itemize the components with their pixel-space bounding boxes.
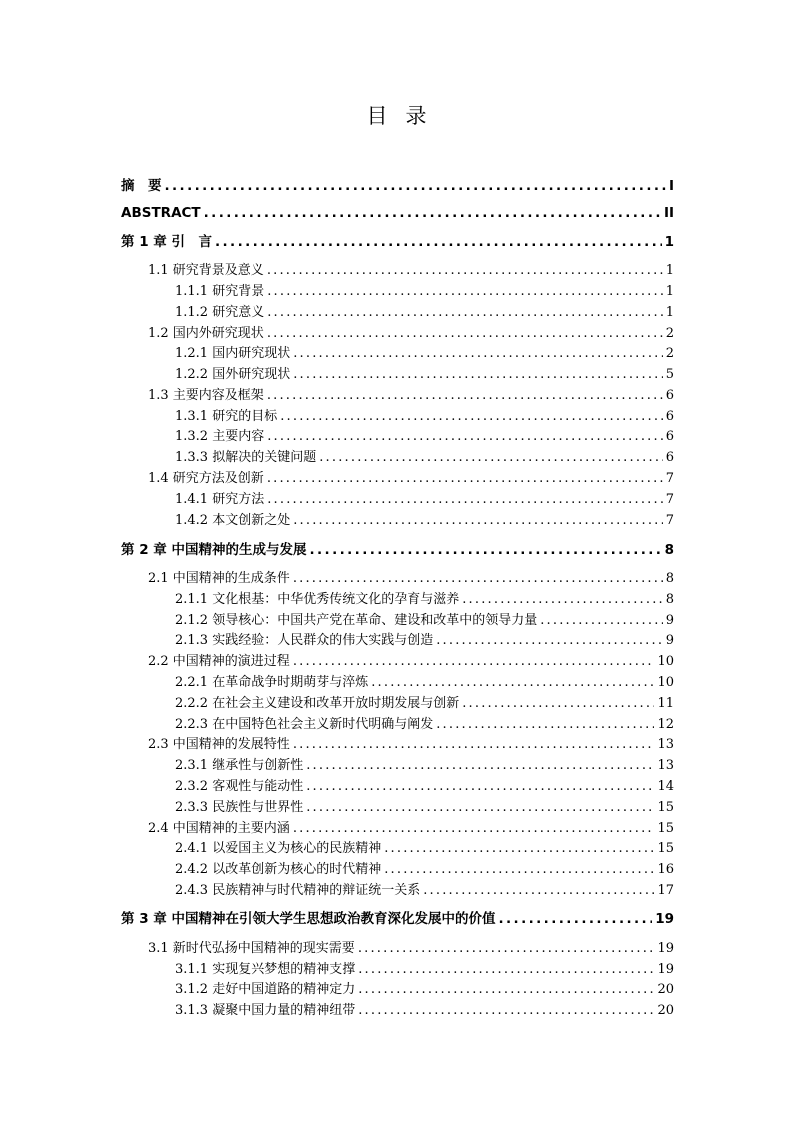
toc-entry-subsection-1-2-2[interactable] (175, 365, 674, 385)
toc-leader-dots (384, 860, 654, 880)
toc-entry-subsection-1-3-3[interactable] (175, 448, 674, 468)
toc-entry-label: 3.1.3 凝聚中国力量的精神纽带 (175, 1003, 356, 1018)
toc-entry-subsection-1-4-2[interactable] (175, 511, 674, 531)
toc-entry-label: 3.1 新时代弘扬中国精神的现实需要 (148, 941, 355, 956)
toc-page-number: 7 (665, 471, 674, 486)
toc-entry-chapter-2[interactable] (121, 540, 674, 560)
toc-entry-label: 1.3.1 研究的目标 (175, 409, 278, 424)
toc-leader-dots (436, 631, 663, 651)
toc-page-number: 13 (657, 737, 674, 752)
toc-page-number: 17 (657, 883, 674, 898)
toc-leader-dots (358, 939, 655, 959)
toc-page-number: 8 (664, 542, 674, 558)
toc-leader-dots (165, 176, 666, 196)
toc-leader-dots (423, 881, 654, 901)
toc-entry-label: 2.2.3 在中国特色社会主义新时代明确与阐发 (175, 717, 434, 732)
toc-entry-label: 2.4.3 民族精神与时代精神的辩证统一关系 (175, 883, 421, 898)
toc-page-number: 8 (665, 592, 674, 607)
toc-entry-label: 3.1.1 实现复兴梦想的精神支撑 (175, 962, 356, 977)
toc-page-number: 6 (665, 429, 674, 444)
toc-page-number: 14 (657, 779, 674, 794)
toc-page-number: 6 (665, 450, 674, 465)
toc-entry-subsection-2-1-3[interactable] (175, 631, 674, 651)
toc-page-number: 15 (657, 800, 674, 815)
toc-entry-subsection-2-3-2[interactable] (175, 777, 674, 797)
toc-page-number: 7 (665, 513, 674, 528)
toc-leader-dots (384, 839, 654, 859)
toc-entry-subsection-2-1-1[interactable] (175, 590, 674, 610)
toc-page-number: II (663, 205, 674, 221)
toc-leader-dots (358, 980, 654, 1000)
toc-entry-subsection-2-1-2[interactable] (175, 611, 674, 631)
toc-entry-subsection-2-2-2[interactable] (175, 694, 674, 714)
toc-leader-dots (499, 909, 653, 929)
toc-leader-dots (267, 282, 663, 302)
toc-leader-dots (540, 611, 663, 631)
toc-entry-section-1-3[interactable] (148, 386, 674, 406)
page-title-char-2: 录 (405, 104, 427, 128)
toc-entry-label: 1.4 研究方法及创新 (148, 471, 264, 486)
toc-page-number: 15 (657, 821, 674, 836)
toc-entry-subsection-3-1-2[interactable] (175, 980, 674, 1000)
toc-entry-label: 2.3.3 民族性与世界性 (175, 800, 304, 815)
toc-entry-subsection-2-2-1[interactable] (175, 673, 674, 693)
toc-page-number: 9 (665, 613, 674, 628)
toc-entry-label: 1.4.2 本文创新之处 (175, 513, 291, 528)
toc-page-number: 19 (657, 962, 674, 977)
toc-entry-label: 1.1 研究背景及意义 (148, 263, 264, 278)
toc-leader-dots (267, 324, 663, 344)
toc-page-number: I (668, 178, 674, 194)
toc-entry-label: 1.1.2 研究意义 (175, 305, 265, 320)
toc-page-number: 10 (657, 675, 674, 690)
toc-page-number: 1 (665, 305, 674, 320)
toc-entry-subsection-3-1-1[interactable] (175, 960, 674, 980)
toc-entry-label: ABSTRACT (121, 205, 201, 221)
toc-leader-dots (267, 261, 663, 281)
toc-entry-section-1-2[interactable] (148, 324, 674, 344)
toc-entry-label: 2.3 中国精神的发展特性 (148, 737, 290, 752)
toc-leader-dots (462, 694, 654, 714)
toc-leader-dots (267, 469, 663, 489)
toc-entry-chapter-1[interactable] (121, 232, 674, 252)
toc-entry-label: 2.2.2 在社会主义建设和改革开放时期发展与创新 (175, 696, 460, 711)
toc-leader-dots (306, 777, 654, 797)
toc-entry-label: 2.3.1 继承性与创新性 (175, 758, 304, 773)
page-title (0, 100, 793, 130)
toc-entry-label: 1.3.3 拟解决的关键问题 (175, 450, 317, 465)
page-title-char-1: 目 (366, 104, 388, 128)
toc-entry-label: 1.3 主要内容及框架 (148, 388, 264, 403)
toc-page-number: 16 (657, 862, 674, 877)
toc-page-number: 1 (665, 284, 674, 299)
toc-leader-dots (280, 407, 663, 427)
toc-page-number: 19 (655, 911, 674, 927)
toc-entry-label: 2.4.2 以改革创新为核心的时代精神 (175, 862, 382, 877)
toc-leader-dots (358, 960, 654, 980)
toc-page-number: 19 (657, 941, 674, 956)
toc-entry-label: 1.3.2 主要内容 (175, 429, 265, 444)
toc-entry-section-2-2[interactable] (148, 652, 674, 672)
toc-entry-subsection-1-1-2[interactable] (175, 303, 674, 323)
toc-entry-label: 1.4.1 研究方法 (175, 492, 265, 507)
toc-page-number: 11 (657, 696, 674, 711)
toc-entry-section-3-1[interactable] (148, 939, 674, 959)
toc-entry-abstract-cn[interactable] (121, 176, 674, 196)
toc-entry-section-2-1[interactable] (148, 569, 674, 589)
toc-entry-subsection-3-1-3[interactable] (175, 1001, 674, 1021)
toc-page-number: 9 (665, 633, 674, 648)
toc-entry-subsection-1-2-1[interactable] (175, 344, 674, 364)
toc-page-number: 20 (657, 1003, 674, 1018)
toc-leader-dots (204, 203, 661, 223)
toc-entry-label: 第 3 章 中国精神在引领大学生思想政治教育深化发展中的价值 (121, 911, 496, 927)
toc-entry-subsection-1-1-1[interactable] (175, 282, 674, 302)
toc-entry-label: 2.2 中国精神的演进过程 (148, 654, 290, 669)
toc-entry-section-2-3[interactable] (148, 735, 674, 755)
toc-leader-dots (293, 365, 663, 385)
toc-page-number: 8 (665, 571, 674, 586)
toc-leader-dots (293, 344, 663, 364)
toc-entry-label: 2.1.1 文化根基：中华优秀传统文化的孕育与滋养 (175, 592, 460, 607)
toc-entry-section-2-4[interactable] (148, 819, 674, 839)
toc-page-number: 2 (665, 346, 674, 361)
toc-entry-label: 1.2 国内外研究现状 (148, 326, 264, 341)
toc-entry-section-1-4[interactable] (148, 469, 674, 489)
toc-entry-label: 2.4 中国精神的主要内涵 (148, 821, 290, 836)
toc-leader-dots (436, 715, 654, 735)
toc-entry-label: 2.1.2 领导核心：中国共产党在革命、建设和改革中的领导力量 (175, 613, 538, 628)
toc-leader-dots (358, 1001, 654, 1021)
toc-entry-label: 1.1.1 研究背景 (175, 284, 265, 299)
toc-entry-label: 2.3.2 客观性与能动性 (175, 779, 304, 794)
toc-page-number: 6 (665, 388, 674, 403)
toc-leader-dots (310, 540, 662, 560)
toc-leader-dots (293, 511, 663, 531)
toc-entry-subsection-2-4-2[interactable] (175, 860, 674, 880)
toc-entry-subsection-2-3-3[interactable] (175, 798, 674, 818)
toc-leader-dots (371, 673, 654, 693)
toc-entry-label: 3.1.2 走好中国道路的精神定力 (175, 982, 356, 997)
toc-entry-subsection-2-3-1[interactable] (175, 756, 674, 776)
toc-entry-subsection-2-4-3[interactable] (175, 881, 674, 901)
toc-entry-subsection-2-2-3[interactable] (175, 715, 674, 735)
toc-page-number: 1 (664, 234, 674, 250)
toc-entry-label: 摘 要 (121, 178, 162, 194)
toc-leader-dots (306, 798, 654, 818)
toc-entry-subsection-1-3-2[interactable] (175, 427, 674, 447)
toc-page-number: 20 (657, 982, 674, 997)
toc-entry-chapter-3[interactable] (121, 909, 674, 929)
toc-leader-dots (293, 735, 655, 755)
toc-entry-section-1-1[interactable] (148, 261, 674, 281)
toc-entry-abstract-en[interactable] (121, 203, 674, 223)
toc-leader-dots (267, 427, 663, 447)
toc-page-number: 1 (665, 263, 674, 278)
toc-page-number: 13 (657, 758, 674, 773)
toc-leader-dots (215, 232, 662, 252)
toc-entry-label: 2.1 中国精神的生成条件 (148, 571, 290, 586)
toc-leader-dots (267, 303, 663, 323)
toc-entry-label: 2.2.1 在革命战争时期萌芽与淬炼 (175, 675, 369, 690)
toc-page-number: 2 (665, 326, 674, 341)
toc-entry-subsection-1-4-1[interactable] (175, 490, 674, 510)
toc-page-number: 6 (665, 409, 674, 424)
toc-entry-label: 第 1 章 引 言 (121, 234, 212, 250)
toc-page-number: 15 (657, 841, 674, 856)
toc-page-number: 10 (657, 654, 674, 669)
toc-leader-dots (319, 448, 663, 468)
toc-leader-dots (293, 819, 655, 839)
toc-page-number: 12 (657, 717, 674, 732)
toc-leader-dots (293, 569, 663, 589)
toc-entry-label: 1.2.2 国外研究现状 (175, 367, 291, 382)
toc-leader-dots (267, 490, 663, 510)
toc-leader-dots (306, 756, 654, 776)
toc-page-number: 5 (665, 367, 674, 382)
toc-leader-dots (267, 386, 663, 406)
toc-page-number: 7 (665, 492, 674, 507)
toc-leader-dots (462, 590, 663, 610)
toc-entry-label: 1.2.1 国内研究现状 (175, 346, 291, 361)
toc-entry-subsection-2-4-1[interactable] (175, 839, 674, 859)
toc-entry-label: 2.1.3 实践经验：人民群众的伟大实践与创造 (175, 633, 434, 648)
toc-leader-dots (293, 652, 655, 672)
toc-entry-label: 2.4.1 以爱国主义为核心的民族精神 (175, 841, 382, 856)
toc-entry-subsection-1-3-1[interactable] (175, 407, 674, 427)
toc-entry-label: 第 2 章 中国精神的生成与发展 (121, 542, 307, 558)
